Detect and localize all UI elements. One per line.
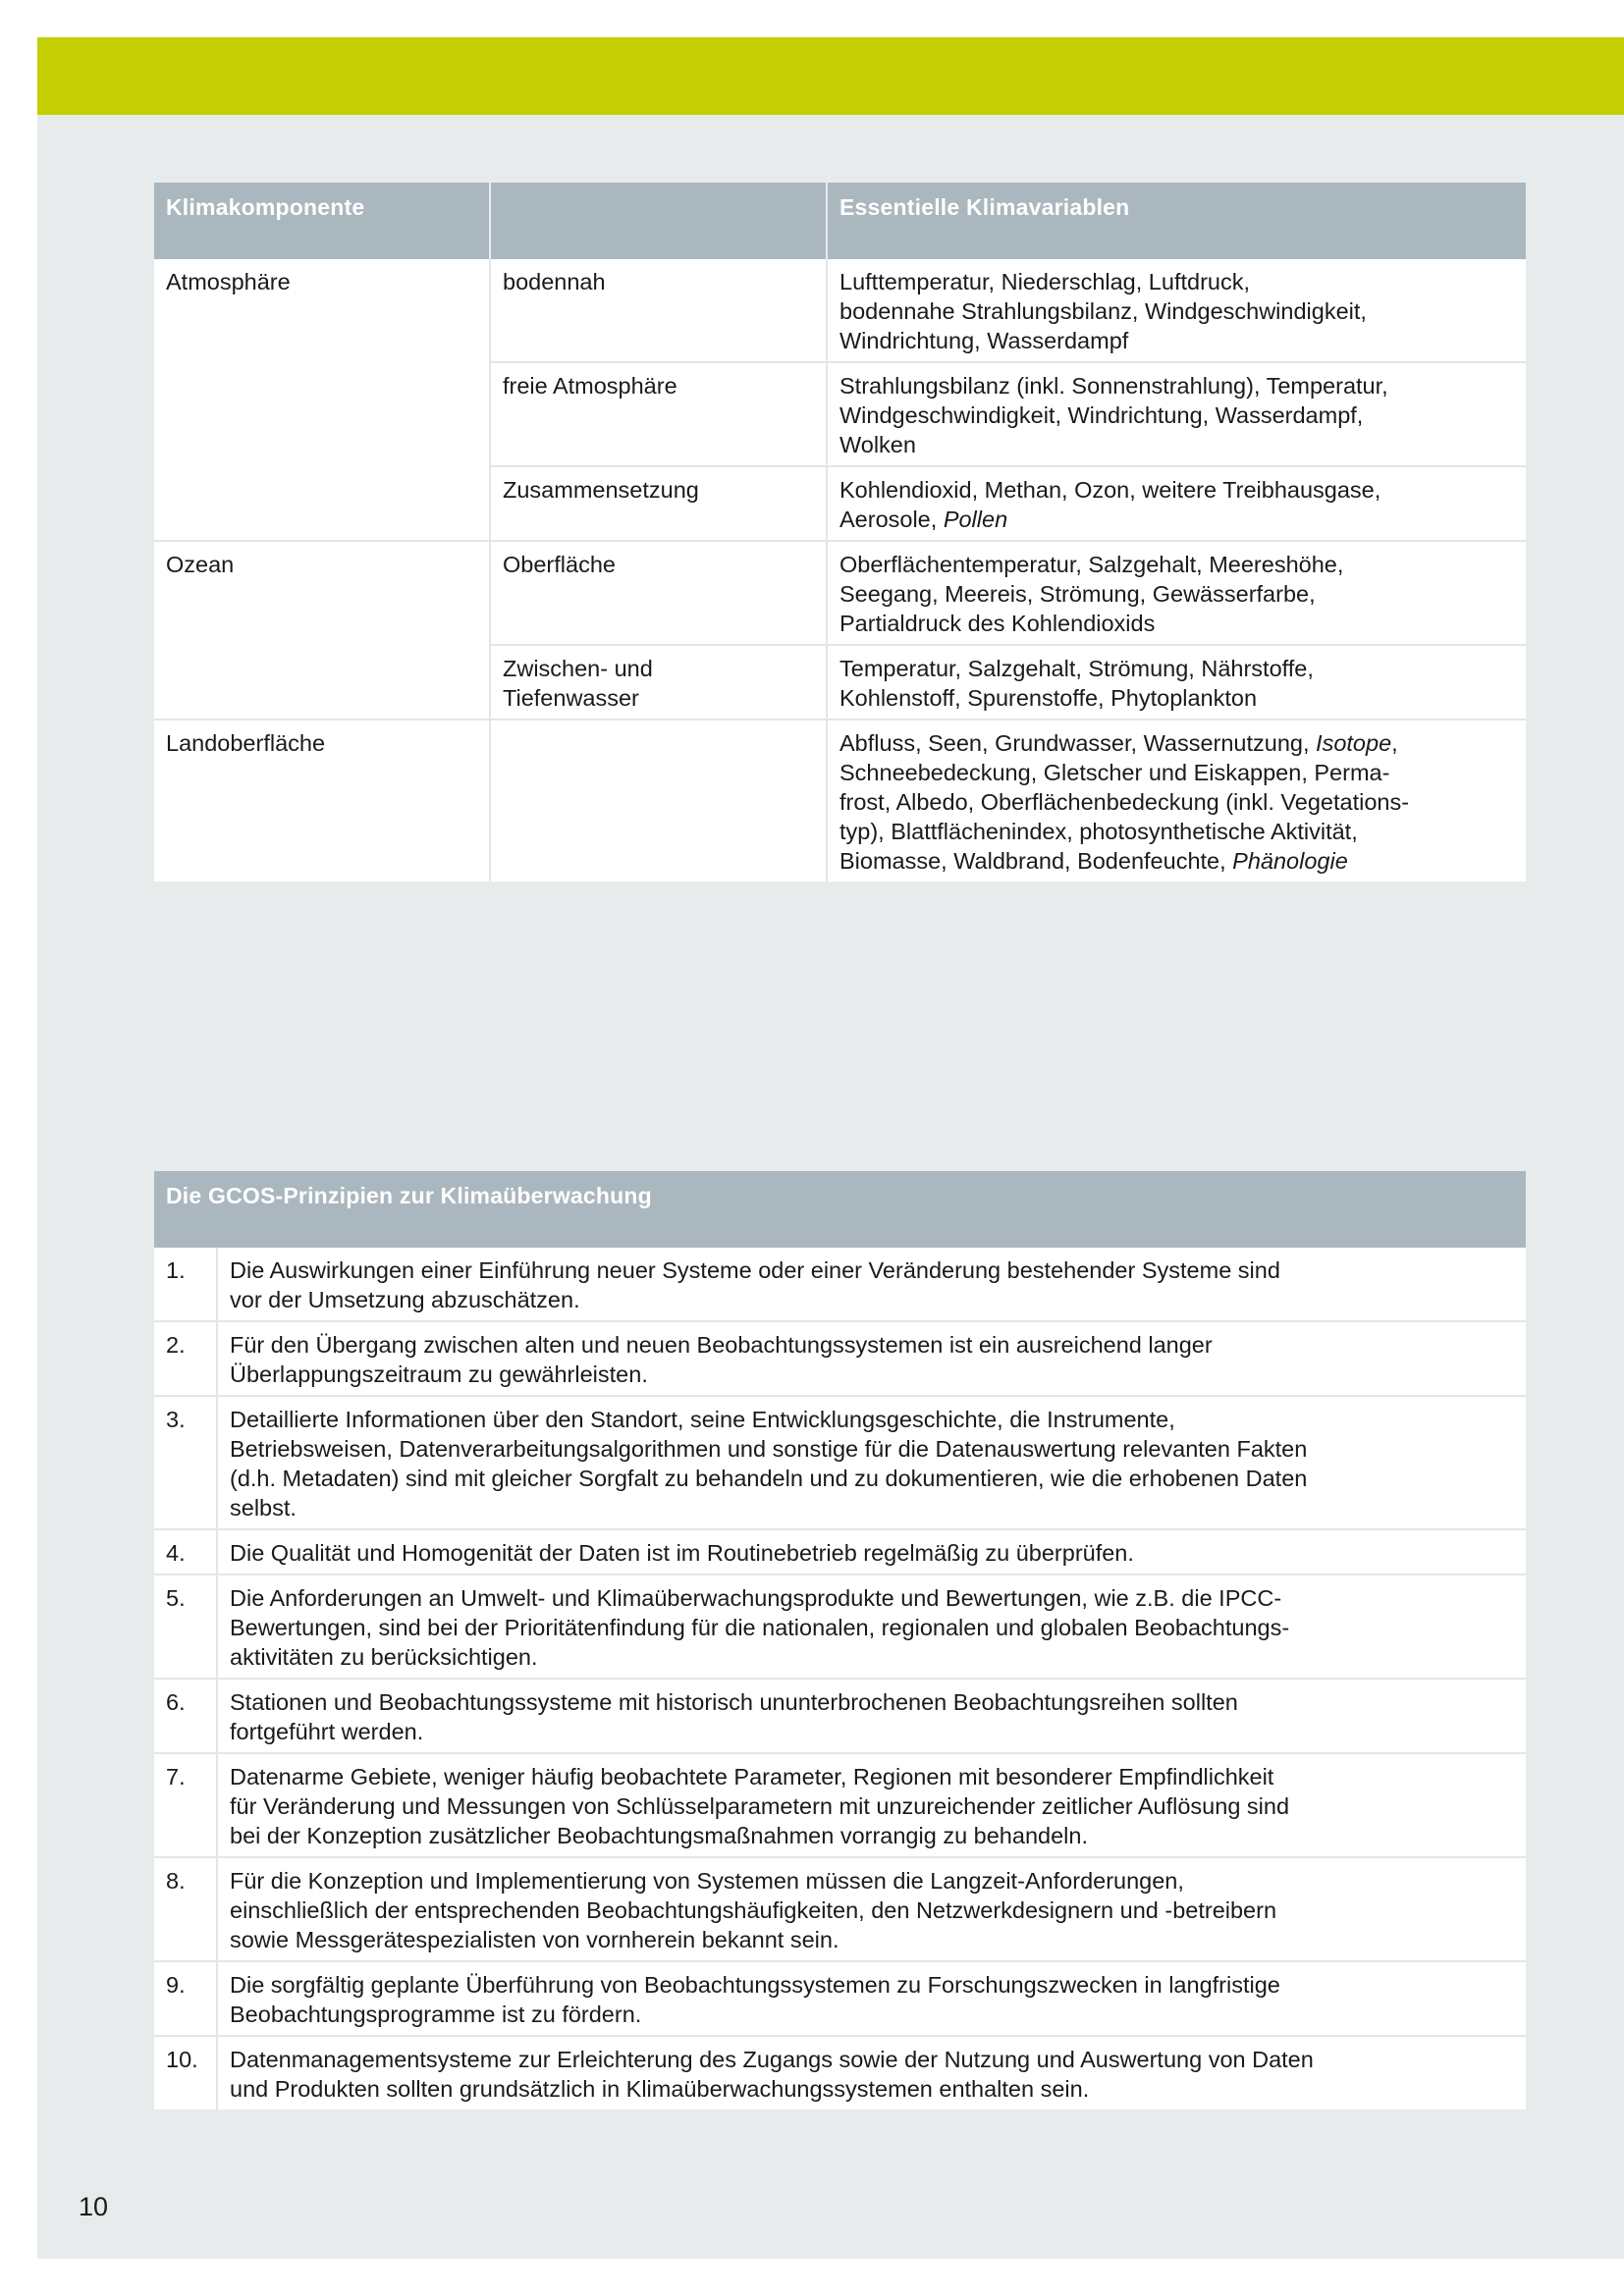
ecv-variables (827, 466, 1526, 541)
principle-number: 6. (154, 1679, 217, 1753)
ecv-variables-text: Temperatur, Salzgehalt, Strömung, Nährstoffe, Kohlenstoff, Spurenstoffe, Phytoplankton (839, 656, 1314, 711)
ecv-variables-text: Lufttemperatur, Niederschlag, Luftdruck, bodennahe Strahlungsbilanz, Windgeschwindigkeit, Windrichtung, Wasserdampf (839, 269, 1367, 353)
ecv-variables (827, 645, 1526, 720)
ecv-variables (827, 720, 1526, 881)
gcos-header-row (154, 1171, 1526, 1248)
ecv-header-variables: Essentielle Klimavariablen (827, 183, 1526, 259)
principle-number: 8. (154, 1857, 217, 1961)
principle-number: 4. (154, 1529, 217, 1575)
page-number: 10 (79, 2192, 109, 2221)
ecv-sub: freie Atmosphäre (490, 362, 827, 466)
principle-number: 7. (154, 1753, 217, 1857)
ecv-sub: Zwischen- und Tiefenwasser (490, 645, 827, 720)
ecv-variables (827, 541, 1526, 645)
principle-text: Für den Übergang zwischen alten und neuen Beobachtungssystemen ist ein ausreichend langer Überlappungszeitraum zu gewährleisten. (217, 1321, 1526, 1396)
ecv-header-row (154, 183, 1526, 259)
table-row (154, 466, 1526, 541)
ecv-sub (490, 720, 827, 881)
principle-text: Die Anforderungen an Umwelt- und Klimaüberwachungsprodukte und Bewertungen, wie z.B. die IPCC- Bewertungen, sind bei der Prioritätenfindung für die nationalen, regionalen und globalen Beobachtungs- aktivitäten zu berücksichtigen. (217, 1575, 1526, 1679)
principle-text: Datenmanagementsysteme zur Erleichterung des Zugangs sowie der Nutzung und Auswertung von Daten und Produkten sollten grundsätzlich in Klimaüberwachungssystemen enthalten sein. (230, 2047, 1314, 2102)
ecv-variables-text: Abfluss, Seen, Grundwasser, Wassernutzung, (839, 730, 1317, 756)
ecv-header-component: Klimakomponente (154, 183, 490, 259)
ecv-variables-italic: Pollen (943, 507, 1008, 532)
principle-text: Datenarme Gebiete, weniger häufig beobachtete Parameter, Regionen mit besonderer Empfindlichkeit für Veränderung und Messungen von Schlüsselparametern mit unzureichender zeitlicher Auflösung sind bei der Konzeption zusätzlicher Beobachtungsmaßnahmen vorrangig zu behandeln. (217, 1753, 1526, 1857)
list-item (154, 1575, 1526, 1679)
list-item (154, 1679, 1526, 1753)
ecv-component: Atmosphäre (166, 269, 291, 294)
ecv-component (154, 466, 490, 541)
principle-number: 9. (154, 1961, 217, 2036)
ecv-component (154, 362, 490, 466)
table-row (154, 259, 1526, 362)
table-row (154, 541, 1526, 645)
principle-text: Stationen und Beobachtungssysteme mit historisch ununterbrochenen Beobachtungsreihen sollten fortgeführt werden. (217, 1679, 1526, 1753)
ecv-sub: bodennah (490, 259, 827, 362)
ecv-component: Landoberfläche (166, 730, 326, 756)
principle-text: Detaillierte Informationen über den Standort, seine Entwicklungsgeschichte, die Instrumente, Betriebsweisen, Datenverarbeitungsalgorithmen und sonstige für die Datenauswertung relevanten Fakten (d.h. Metadaten) sind mit gleicher Sorgfalt zu behandeln und zu dokumentieren, wie die erhobenen Daten selbst. (217, 1396, 1526, 1529)
ecv-component (154, 645, 490, 720)
ecv-variables-text: Oberflächentemperatur, Salzgehalt, Meereshöhe, Seegang, Meereis, Strömung, Gewässerfarbe, Partialdruck des Kohlendioxids (839, 552, 1344, 636)
ecv-sub: Zusammensetzung (490, 466, 827, 541)
list-item (154, 1248, 1526, 1321)
principle-number: 5. (154, 1575, 217, 1679)
gcos-header: Die GCOS-Prinzipien zur Klimaüberwachung (154, 1171, 1526, 1248)
ecv-header-sub (490, 183, 827, 259)
table-row (154, 362, 1526, 466)
table-row (154, 720, 1526, 881)
ecv-component: Ozean (166, 552, 235, 577)
list-item (154, 2036, 1526, 2109)
principle-number: 1. (154, 1248, 217, 1321)
list-item (154, 1321, 1526, 1396)
ecv-variables-italic2: Phänologie (1232, 848, 1348, 874)
principle-text: Für die Konzeption und Implementierung von Systemen müssen die Langzeit-Anforderungen, einschließlich der entsprechenden Beobachtungshäufigkeiten, den Netzwerkdesignern und -betreibern sowie Messgerätespezialisten von vornherein bekannt sein. (217, 1857, 1526, 1961)
principle-number: 10. (154, 2036, 217, 2109)
table-row (154, 645, 1526, 720)
principle-number: 2. (154, 1321, 217, 1396)
ecv-variables (827, 362, 1526, 466)
principle-number: 3. (154, 1396, 217, 1529)
principle-text: Die sorgfältig geplante Überführung von Beobachtungssystemen zu Forschungszwecken in langfristige Beobachtungsprogramme ist zu fördern. (217, 1961, 1526, 2036)
ecv-variables-italic: Isotope (1316, 730, 1392, 756)
ecv-variables (827, 259, 1526, 362)
principle-text: Die Auswirkungen einer Einführung neuer Systeme oder einer Veränderung bestehender Systeme sind vor der Umsetzung abzuschätzen. (217, 1248, 1526, 1321)
ecv-variables-text: Kohlendioxid, Methan, Ozon, weitere Treibhausgase, Aerosole, (839, 477, 1381, 532)
ecv-variables-after: , Schneebedeckung, Gletscher und Eiskappen, Perma- frost, Albedo, Oberflächenbedeckung (inkl. Vegetations- typ), Blattflächenindex, photosynthetische Aktivität, Biomasse, Waldbrand, Bodenfeuchte, (839, 730, 1410, 874)
list-item (154, 1961, 1526, 2036)
list-item (154, 1753, 1526, 1857)
list-item (154, 1857, 1526, 1961)
principle-text: Die Qualität und Homogenität der Daten ist im Routinebetrieb regelmäßig zu überprüfen. (217, 1529, 1526, 1575)
ecv-variables-text: Strahlungsbilanz (inkl. Sonnenstrahlung), Temperatur, Windgeschwindigkeit, Windrichtung, Wasserdampf, Wolken (839, 373, 1388, 457)
top-accent-band (37, 37, 1624, 115)
ecv-sub: Oberfläche (490, 541, 827, 645)
gcos-table (154, 1171, 1526, 2109)
list-item (154, 1396, 1526, 1529)
list-item (154, 1529, 1526, 1575)
ecv-table (154, 183, 1526, 881)
